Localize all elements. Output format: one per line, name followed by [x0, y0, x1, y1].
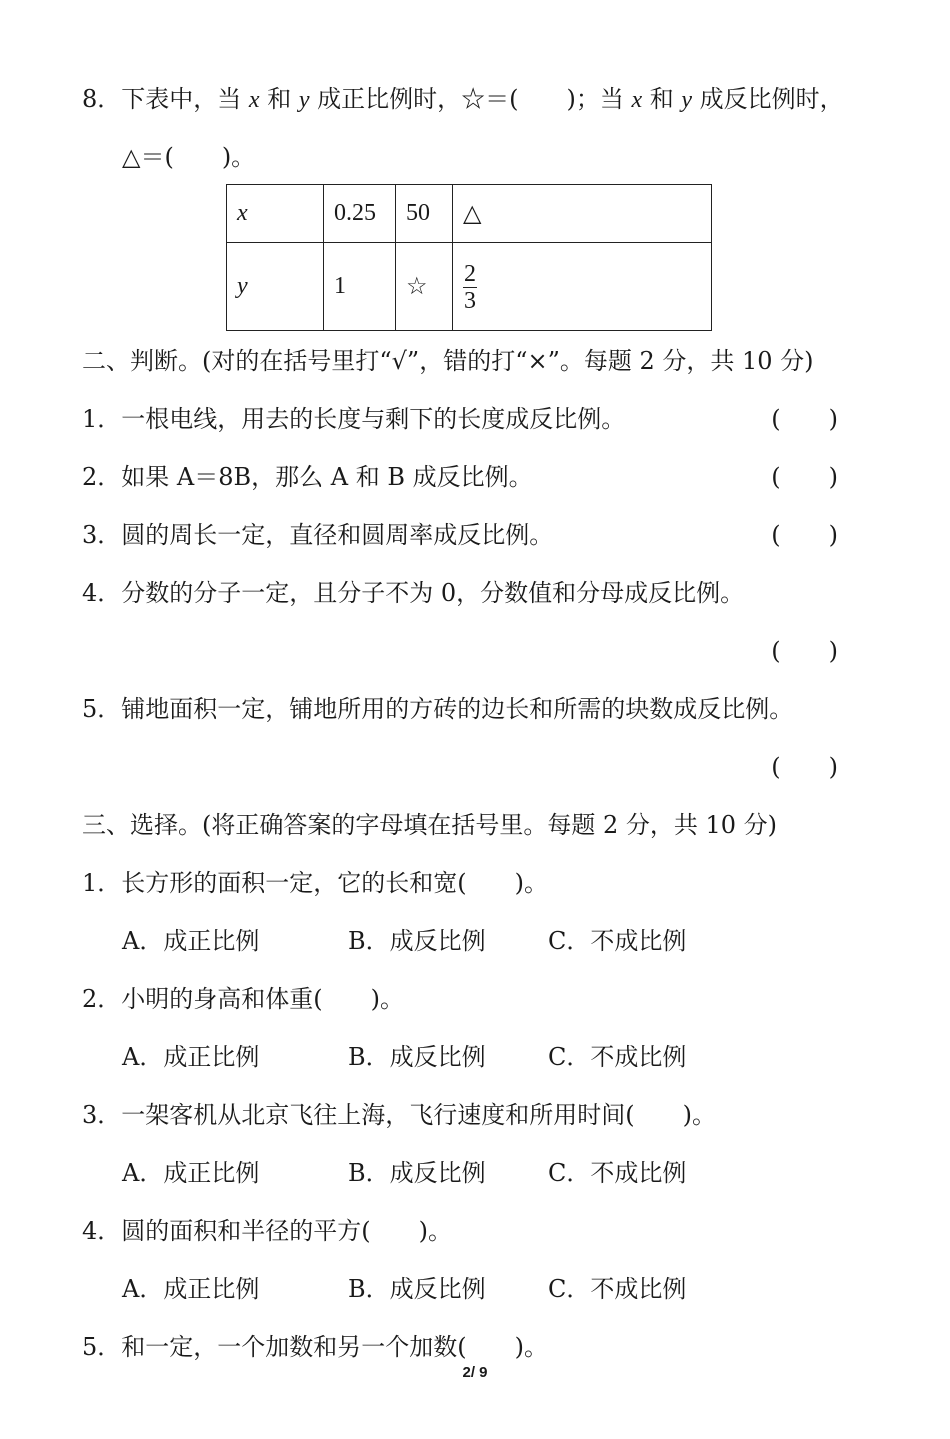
option-c[interactable]: C．不成比例 [548, 1159, 687, 1187]
choice-question-5: 5．和一定，一个加数和另一个加数( )。 [82, 1333, 548, 1361]
table-cell: y [227, 243, 324, 331]
table-cell: △ [453, 185, 712, 243]
option-b[interactable]: B．成反比例 [348, 1275, 486, 1303]
choice-question-1: 1．长方形的面积一定，它的长和宽( )。 [82, 869, 548, 897]
option-b[interactable]: B．成反比例 [348, 1043, 486, 1071]
option-a[interactable]: A．成正比例 [122, 927, 260, 955]
option-a[interactable]: A．成正比例 [122, 1275, 260, 1303]
option-c[interactable]: C．不成比例 [548, 927, 687, 955]
answer-paren[interactable]: ( ) [771, 637, 838, 665]
answer-paren[interactable]: ( ) [771, 753, 838, 781]
page-number: 2/ 9 [462, 1364, 488, 1381]
judge-item-5: 5．铺地面积一定，铺地所用的方砖的边长和所需的块数成反比例。 [82, 695, 794, 723]
choice-question-3: 3．一架客机从北京飞往上海，飞行速度和所用时间( )。 [82, 1101, 716, 1129]
table-cell [453, 243, 712, 331]
answer-paren[interactable]: ( ) [771, 521, 838, 549]
choice-question-2: 2．小明的身高和体重( )。 [82, 985, 404, 1013]
choice-question-4: 4．圆的面积和半径的平方( )。 [82, 1217, 452, 1245]
fraction-denominator: 3 [464, 287, 476, 314]
judge-heading: 二、判断。(对的在括号里打“√”，错的打“×”。每题 2 分，共 10 分) [82, 347, 814, 375]
judge-item-1: 1．一根电线，用去的长度与剩下的长度成反比例。 [82, 405, 626, 433]
xy-table [226, 184, 712, 331]
choice-heading: 三、选择。(将正确答案的字母填在括号里。每题 2 分，共 10 分) [82, 811, 778, 839]
table-cell: x [227, 185, 324, 243]
judge-item-2: 2．如果 A＝8B，那么 A 和 B 成反比例。 [82, 463, 533, 491]
option-b[interactable]: B．成反比例 [348, 1159, 486, 1187]
judge-item-4: 4．分数的分子一定，且分子不为 0，分数值和分母成反比例。 [82, 579, 745, 607]
table-cell: 1 [324, 243, 396, 331]
table-cell: ☆ [396, 243, 453, 331]
var-x: x [248, 87, 260, 113]
table-row [227, 185, 712, 243]
answer-paren[interactable]: ( ) [771, 405, 838, 433]
q8-line2: △＝( )。 [122, 143, 256, 171]
table-row [227, 243, 712, 331]
fraction [463, 262, 477, 313]
fraction-numerator: 2 [464, 260, 476, 287]
table-cell: 0.25 [324, 185, 396, 243]
option-b[interactable]: B．成反比例 [348, 927, 486, 955]
option-c[interactable]: C．不成比例 [548, 1275, 687, 1303]
judge-item-3: 3．圆的周长一定，直径和圆周率成反比例。 [82, 521, 554, 549]
option-c[interactable]: C．不成比例 [548, 1043, 687, 1071]
option-a[interactable]: A．成正比例 [122, 1159, 260, 1187]
table-cell: 50 [396, 185, 453, 243]
answer-paren[interactable]: ( ) [771, 463, 838, 491]
option-a[interactable]: A．成正比例 [122, 1043, 260, 1071]
var-y: y [298, 87, 310, 113]
q8-line1: 8．下表中，当 x 和 y 成正比例时，☆＝( )；当 x 和 y 成反比例时， [82, 85, 844, 113]
